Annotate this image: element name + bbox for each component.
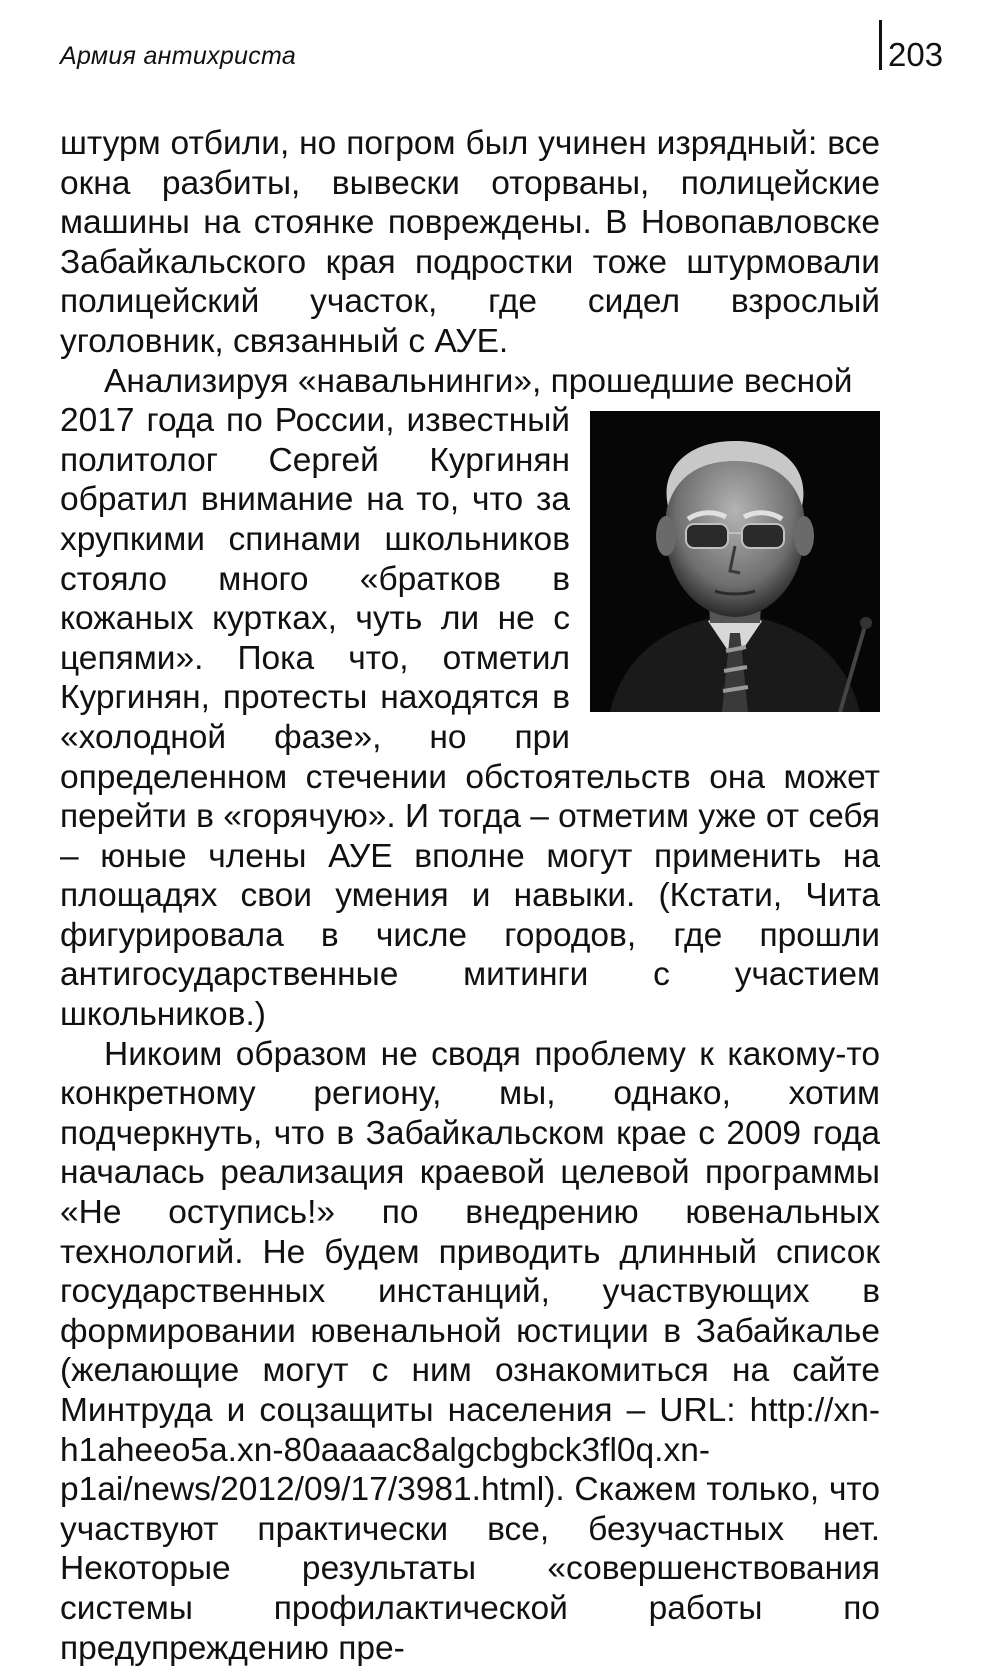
portrait-image [590, 411, 880, 712]
portrait-photo [590, 411, 880, 712]
header-rule [879, 20, 882, 70]
paragraph-3: Никоим образом не сводя проблему к какому-то конкретному региону, мы, однако, хотим подчеркнуть, что в Забайкальском крае с 2009 года началась реализация краевой целевой программы «Не оступись!» по внедрению ювенальных технологий. Не будем приводить длинный список государственных инстанций, участвующих в формировании ювенальной юстиции в Забайкалье (желающие могут с ним ознакомиться на сайте Минтруда и соцзащиты населения – URL: http://xn-h1aheeo5a.xn-80aaaac8algcbgbck3fl0q.xn-p1ai/news/2012/09/17/3981.html). Скажем только, что участвуют практически все, безучастных нет. Некоторые результаты «совершенствования системы профилактической работы по предупреждению пре- [60, 1035, 880, 1667]
paragraph-2: 2017 года по России, известный политолог Сергей Кургинян обратил внимание на то, что за хрупкими спинами школьников стояло много «братков в кожаных куртках, чуть ли не с цепями». Пока что, отметил Кургинян, протесты находятся в «холодной фазе», но при определенном стечении обстоятельств она может перейти в «горячую». И тогда – отметим уже от себя – юные члены АУЕ вполне могут применить на площадях свои умения и навыки. (Кстати, Чита фигурировала в числе городов, где прошли антигосударственные митинги с участием школьников.) [60, 402, 880, 1034]
page-number: 203 [888, 36, 944, 73]
paragraph-2-lead: Анализируя «навальнинги», прошедшие весной [104, 362, 853, 400]
main-text [60, 124, 880, 1668]
paragraph-1: штурм отбили, но погром был учинен изрядный: все окна разбиты, вывески оторваны, полицейские машины на стоянке повреждены. В Новопавловске Забайкальского края подростки тоже штурмовали полицейский участок, где сидел взрослый уголовник, связанный с АУЕ. [60, 125, 880, 360]
running-title: Армия антихриста [60, 42, 297, 70]
